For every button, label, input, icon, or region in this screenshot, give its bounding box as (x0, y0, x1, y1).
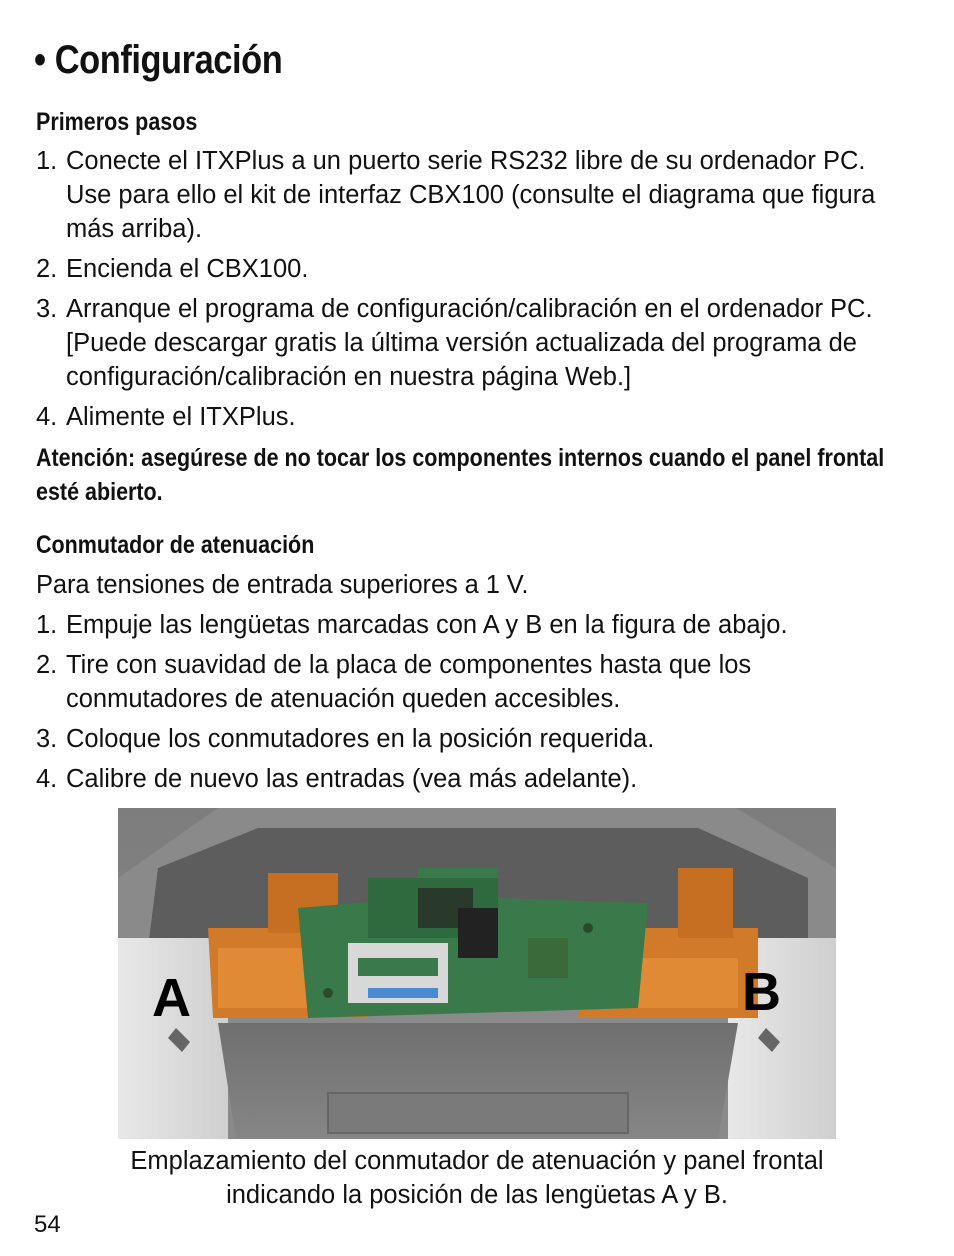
list-item (36, 252, 916, 286)
list-item (36, 722, 916, 756)
list-item (36, 292, 916, 394)
page-title: • Configuración (34, 38, 283, 82)
list-item-text: Empuje las lengüetas marcadas con A y B en la figura de abajo. (66, 611, 788, 639)
list-item-number: 1. (36, 147, 58, 175)
list-item (36, 762, 916, 796)
list-item (36, 400, 916, 434)
list-item-number: 3. (36, 295, 58, 323)
page-number: 54 (34, 1211, 61, 1238)
list-item-text: Tire con suavidad de la placa de componentes hasta que los conmutadores de atenuación queden accesibles. (66, 651, 752, 713)
list-item-text: Coloque los conmutadores en la posición requerida. (66, 725, 655, 753)
list-item-number: 2. (36, 651, 58, 679)
list-item-text: Calibre de nuevo las entradas (vea más adelante). (66, 765, 638, 793)
list-item-text: Arranque el programa de configuración/calibración en el ordenador PC. [Puede descargar gratis la última versión actualizada del programa de configuración/calibración en nuestra página Web.] (66, 295, 873, 391)
caption-line: Emplazamiento del conmutador de atenuación y panel frontal (130, 1147, 824, 1175)
tab-label-b: B (742, 962, 781, 1022)
list-item-number: 3. (36, 725, 58, 753)
list-item (36, 144, 916, 246)
caption-line: indicando la posición de las lengüetas A y B. (226, 1181, 728, 1209)
warning-text: Atención: asegúrese de no tocar los componentes internos cuando el panel frontal esté abierto. (36, 444, 885, 506)
tab-label-a: A (152, 968, 191, 1028)
list-item-text: Conecte el ITXPlus a un puerto serie RS232 libre de su ordenador PC. Use para ello el kit de interfaz CBX100 (consulte el diagrama que figura más arriba). (66, 147, 876, 243)
list-item-number: 4. (36, 403, 58, 431)
list-item (36, 648, 916, 716)
figure-caption (0, 1144, 954, 1212)
device-photo (118, 808, 836, 1139)
section-heading-primeros-pasos: Primeros pasos (36, 108, 198, 136)
intro-text: Para tensiones de entrada superiores a 1 V. (36, 571, 529, 599)
list-item-number: 1. (36, 611, 58, 639)
list-item-number: 4. (36, 765, 58, 793)
list-item-text: Alimente el ITXPlus. (66, 403, 296, 431)
section-heading-conmutador: Conmutador de atenuación (36, 531, 315, 559)
list-item-number: 2. (36, 255, 58, 283)
list-item (36, 608, 916, 642)
list-item-text: Encienda el CBX100. (66, 255, 309, 283)
